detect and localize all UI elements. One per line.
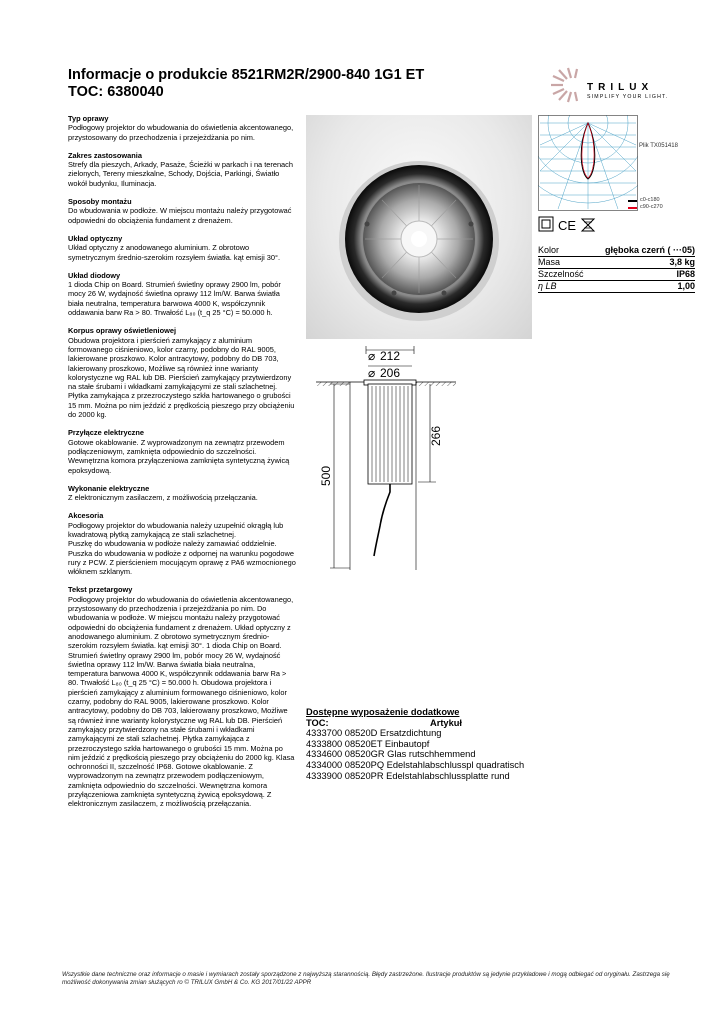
section-optyka: [68, 234, 296, 262]
section-text: Podłogowy projektor do wbudowania do oświetlenia akcentowanego, przystosowany do przechodzenia i przejeżdżania po nim.: [68, 123, 294, 142]
enec-mark-icon: [582, 219, 594, 231]
dim-d2-value: 206: [380, 366, 401, 380]
section-title: Typ oprawy: [68, 114, 109, 123]
section-korpus: [68, 326, 296, 419]
property-value: IP68: [676, 269, 695, 279]
property-value: 1,00: [677, 281, 695, 291]
title-line-2: TOC: 6380040: [68, 84, 164, 100]
accessory-item: 4333900 08520PR Edelstahlabschlussplatte rund: [306, 770, 510, 781]
section-text: Układ optyczny z anodowanego aluminium. Z obrotowo symetrycznym średnio-szerokim rozsyłem światła. kąt emisji 30°.: [68, 243, 280, 262]
accessories-list: [306, 707, 546, 781]
logo-brand-text: TRILUX: [587, 82, 654, 93]
property-row: [538, 269, 695, 281]
title-line-1: Informacje o produkcie 8521RM2R/2900-840 1G1 ET: [68, 67, 425, 83]
property-label: η LB: [538, 281, 557, 291]
file-reference: Plik TX051418: [639, 143, 678, 149]
section-title: Zakres zastosowania: [68, 150, 142, 160]
legend-label: c0-c180: [640, 197, 660, 203]
section-text: Do wbudowania w podłoże. W miejscu montażu należy przygotować odpowiedni do obciążenia fundament z drenażem.: [68, 206, 292, 225]
section-text: Obudowa projektora i pierścień zamykający z aluminium formowanego ciśnieniowo, kolor czarny, podobny do RAL 9005, lakierowane proszkowo. Kolor antracytowy, podobny do DB 703, lakierowany proszkowo, Możliwe są również inne warianty kolorystyczne wg RAL lub DB. Pierścień zamykający przytwierdzony na stałe śrubami i wkładkami zamykającymi ze stali szlachetnej. Płytka zamykająca z przezroczystego szkła hartowanego o grubości 15 mm. Można po nim jeździć z prędkością pieszego przy obciążeniu do 2000 kg.: [68, 335, 295, 420]
polar-diagram: [538, 115, 638, 211]
section-title: Układ diodowy: [68, 270, 121, 280]
accessories-title: Dostępne wyposażenie dodatkowe: [306, 707, 460, 717]
section-text: Podłogowy projektor do wbudowania do oświetlenia akcentowanego, przystosowany do przechodzenia i przejeżdżania po nim. Do wbudowania w podłoże. W miejscu montażu należy przygotować odpowiedni do obciążenia fundament z drenażem. Układ optyczny z anodowanego aluminium. Z obrotowo symetrycznym średnio-szerokim rozsyłem światła. kąt emisji 30°. 1 dioda Chip on Board. Strumień świetlny oprawy 2900 lm, pobór mocy 26 W, wydajność świetlna oprawy 112 lm/W. Barwa światła biała neutralna, temperatura barwowa 4000 K, współczynnik oddawania barw Ra > 80. Trwałość L₈₀ (t_q 25 °C) = 50.000 h. Obudowa projektora i pierścień zamykający z aluminium formowanego ciśnieniowo, kolor czarny, podobny do RAL 9005, lakierowane proszkowo. Kolor antracytowy, podobny do DB 703, lakierowany proszkowo, Możliwe są również inne warianty kolorystyczne wg RAL lub DB. Pierścień zamykający przytwierdzony na stałe śrubami i wkładkami zamykającymi ze stali szlachetnej. Płytka zamykająca z przezroczystego szkła hartowanego o grubości 15 mm. Można po nim jeździć z prędkością pieszego przy obciążeniu do 2000 kg. Klasa ochronności II, szczelność IP68. Gotowe okablowanie. Z wyprowadzonym na zewnątrz przewodem podłączeniowym, zamknięta odpowiednio do szczelności. Wewnętrzna komora przyłączeniowa zamknięta syntetyczną żywicą epoksydową. Z elektronicznym zasilaczem, z możliwością przełączania.: [68, 594, 295, 809]
luminaire-image: [306, 115, 532, 339]
legend-label: c90-c270: [640, 204, 663, 210]
logo-rays-icon: [545, 66, 585, 104]
section-text: Strefy dla pieszych, Arkady, Pasaże, Ścieżki w parkach i na terenach zielonych, Tereny mieszkalne, Schody, Dojścia, Parkingi, Światło wokół budynku, Iluminacja.: [68, 160, 293, 188]
dim-h2-value: 500: [319, 465, 333, 486]
section-typ-oprawy: [68, 114, 296, 142]
property-row: [538, 245, 695, 257]
section-title: Korpus oprawy oświetleniowej: [68, 326, 177, 336]
section-akcesoria: [68, 511, 296, 576]
dim-h1-value: 266: [429, 425, 443, 446]
section-title: Sposoby montażu: [68, 197, 132, 207]
legend-swatch: [628, 200, 637, 202]
disclaimer-footer: Wszystkie dane techniczne oraz informacje o masie i wymiarach zostały sporządzone z najwyższą starannością. Błędy zastrzeżone. Ilustracje produktów są jedynie przykładowe i mogą odbiegać od oryginału. Zastrzega się możliwość dokonywania zmian służących ro © TRILUX GmbH & Co. KG 2017/01/22 APPR: [62, 971, 670, 986]
property-label: Masa: [538, 257, 561, 267]
page-title: [68, 67, 488, 101]
accessory-item: 4333700 08520D Ersatzdichtung: [306, 728, 442, 739]
property-label: Szczelność: [538, 269, 584, 279]
section-przylacze: [68, 428, 296, 474]
logo-tagline: SIMPLIFY YOUR LIGHT.: [587, 94, 669, 100]
property-value: 3,8 kg: [669, 257, 695, 267]
accessory-item: 4334000 08520PQ Edelstahlabschlusspl quadratisch: [306, 759, 525, 770]
accessory-item: 4334600 08520GR Glas rutschhemmend: [306, 749, 476, 760]
ce-mark-icon: [558, 218, 576, 233]
accessories-col-toc: TOC:: [306, 717, 329, 728]
section-text: Z elektronicznym zasilaczem, z możliwością przełączania.: [68, 493, 258, 503]
property-row: [538, 281, 695, 293]
section-title: Akcesoria: [68, 511, 104, 521]
section-text: Podłogowy projektor do wbudowania należy uzupełnić okrągłą lub kwadratową płytką zamykającą ze stali szlachetnej. Puszkę do wbudowania w podłoże należy zamawiać oddzielnie. Puszka do wbudowania w podłoże z odpornej na warunku pogodowe rury z PCW. Z pierścieniem mocującym oprawę z PA6 wzmocnionego włóknem szklanym.: [68, 520, 296, 577]
section-title: Wykonanie elektryczne: [68, 483, 150, 493]
section-text: 1 dioda Chip on Board. Strumień świetlny oprawy 2900 lm, pobór mocy 26 W, wydajność świetlna oprawy 112 lm/W. Barwa światła biała neutralna, temperatura barwowa 4000 K, współczynnik oddawania barw Ra > 80. Trwałość L₈₀ (t_q 25 °C) = 50.000 h.: [68, 280, 281, 318]
property-label: Kolor: [538, 245, 560, 255]
section-montaz: [68, 197, 296, 225]
dim-d1-symbol: ⌀: [368, 349, 376, 363]
property-value: głęboka czerń ( ···05): [604, 245, 695, 255]
section-zakres: [68, 151, 296, 188]
accessory-item: 4333800 08520ET Einbautopf: [306, 738, 430, 749]
section-title: Przyłącze elektryczne: [68, 428, 145, 438]
section-title: Układ optyczny: [68, 233, 123, 243]
svg-text:CE: CE: [558, 218, 577, 233]
properties-table: [538, 245, 695, 293]
section-title: Tekst przetargowy: [68, 585, 133, 595]
dim-d1-value: 212: [380, 349, 401, 363]
description-column: [68, 114, 296, 818]
protection-class-ii-icon: [539, 217, 553, 231]
accessories-col-article: Artykuł: [429, 717, 463, 728]
dim-d2-symbol: ⌀: [368, 366, 376, 380]
product-photo: [306, 115, 532, 339]
section-tekst-przetargowy: [68, 585, 296, 808]
legend-item-c90: [640, 204, 663, 211]
property-row: [538, 257, 695, 269]
polar-legend: [640, 197, 663, 211]
brand-logo: [545, 66, 685, 104]
dimension-drawing: [306, 346, 466, 576]
legend-swatch: [628, 207, 637, 209]
section-text: Gotowe okablowanie. Z wyprowadzonym na zewnątrz przewodem podłączeniowym, zamknięta odpowiednio do szczelności. Wewnętrzna komora przyłączeniowa zamknięta syntetyczną żywicą epoksydową.: [68, 437, 290, 475]
section-diody: [68, 271, 296, 317]
legend-item-c0: [640, 197, 663, 204]
accessories-header: [306, 718, 546, 729]
section-wykonanie: [68, 484, 296, 503]
certification-icons: [538, 215, 618, 235]
